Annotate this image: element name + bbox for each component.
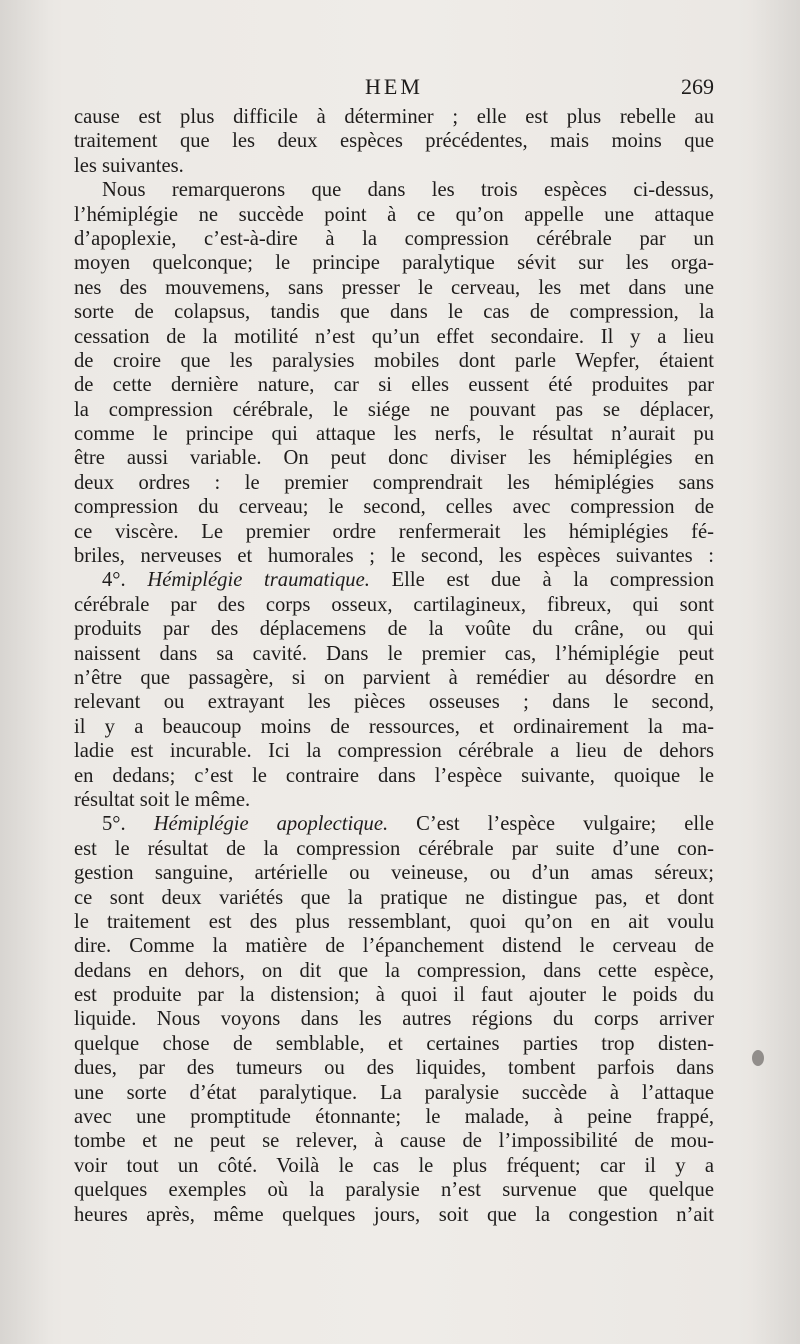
section-5-text: C’est l’espèce vulgaire; elle xyxy=(416,813,714,836)
text-line: en dedans; c’est le contraire dans l’espèce suivante, quoique le xyxy=(74,764,714,787)
text-line: cause est plus difficile à déterminer ; elle est plus rebelle au xyxy=(74,106,714,128)
text-line: heures après, même quelques jours, soit que la congestion n’ait xyxy=(74,1203,714,1226)
text-line: cessation de la motilité n’est qu’un effet secondaire. Il y a lieu xyxy=(74,325,714,348)
text-line: tombe et ne peut se relever, à cause de l’impossibilité de mou- xyxy=(74,1130,714,1153)
text-line: ce sont deux variétés que la pratique ne distingue pas, et dont xyxy=(74,886,714,909)
section-4-title: Hémiplégie traumatique. xyxy=(147,569,370,592)
text-line: quelques exemples où la paralysie n’est survenue que quelque xyxy=(74,1179,714,1202)
text-line: dire. Comme la matière de l’épanchement distend le cerveau de xyxy=(74,935,714,958)
text-line: de cette dernière nature, car si elles eussent été produites par xyxy=(74,374,714,397)
text-line: dedans en dehors, on dit que la compression, dans cette espèce, xyxy=(74,959,714,982)
text-line: n’être que passagère, si on parvient à remédier au désordre en xyxy=(74,666,714,689)
text-line: produits par des déplacemens de la voûte du crâne, ou qui xyxy=(74,618,714,641)
text-line: deux ordres : le premier comprendrait les hémiplégies sans xyxy=(74,471,714,494)
text-line: traitement que les deux espèces précédentes, mais moins que xyxy=(74,130,714,153)
text-line: est produite par la distension; à quoi il faut ajouter le poids du xyxy=(74,984,714,1007)
text-line: il y a beaucoup moins de ressources, et ordinairement la ma- xyxy=(74,715,714,738)
text-line: gestion sanguine, artérielle ou veineuse, ou d’un amas séreux; xyxy=(74,862,714,885)
body-text xyxy=(74,105,714,1227)
text-line: naissent dans sa cavité. Dans le premier cas, l’hémiplégie peut xyxy=(74,642,714,665)
text-line: le traitement est des plus ressemblant, quoi qu’on en ait voulu xyxy=(74,910,714,933)
text-line: la compression cérébrale, le siége ne pouvant pas se déplacer, xyxy=(74,398,714,421)
text-line: avec une promptitude étonnante; le malade, à peine frappé, xyxy=(74,1106,714,1129)
text-line: moyen quelconque; le principe paralytique sévit sur les orga- xyxy=(74,252,714,275)
text-line: ladie est incurable. Ici la compression cérébrale a lieu de dehors xyxy=(74,740,714,763)
section-5-title: Hémiplégie apoplectique. xyxy=(153,813,389,836)
section-4-text: Elle est due à la compression xyxy=(391,569,715,592)
page-edge-shadow-right xyxy=(750,0,800,1344)
page-edge-shadow-left xyxy=(0,0,50,1344)
section-4-line xyxy=(74,568,714,592)
text-line: Nous remarquerons que dans les trois espèces ci-dessus, xyxy=(102,179,714,202)
section-5-number: 5°. xyxy=(102,813,126,836)
text-line: cérébrale par des corps osseux, cartilagineux, fibreux, qui sont xyxy=(74,593,714,616)
text-line: liquide. Nous voyons dans les autres régions du corps arriver xyxy=(74,1008,714,1031)
text-line: voir tout un côté. Voilà le cas le plus fréquent; car il y a xyxy=(74,1154,714,1177)
running-head: HEM xyxy=(365,74,423,99)
page-header xyxy=(74,74,714,104)
text-line: quelque chose de semblable, et certaines parties trop disten- xyxy=(74,1032,714,1055)
text-line: briles, nerveuses et humorales ; le second, les espèces suivantes : xyxy=(74,545,714,568)
text-line: nes des mouvemens, sans presser le cerveau, les met dans une xyxy=(74,276,714,299)
text-line: comme le principe qui attaque les nerfs, le résultat n’aurait pu xyxy=(74,423,714,446)
page-number: 269 xyxy=(681,74,714,99)
text-line: sorte de colapsus, tandis que dans le cas de compression, la xyxy=(74,301,714,324)
text-line: relevant ou extrayant les pièces osseuses ; dans le second, xyxy=(74,691,714,714)
section-4-number: 4°. xyxy=(102,569,126,592)
text-line: compression du cerveau; le second, celles avec compression de xyxy=(74,496,714,519)
text-line: être aussi variable. On peut donc diviser les hémiplégies en xyxy=(74,447,714,470)
text-line: l’hémiplégie ne succède point à ce qu’on appelle une attaque xyxy=(74,203,714,226)
text-line: de croire que les paralysies mobiles dont parle Wepfer, étaient xyxy=(74,349,714,372)
text-line: est le résultat de la compression cérébrale par suite d’une con- xyxy=(74,837,714,860)
text-line: résultat soit le même. xyxy=(74,788,251,811)
text-line: d’apoplexie, c’est-à-dire à la compression cérébrale par un xyxy=(74,227,714,250)
text-line: une sorte d’état paralytique. La paralysie succède à l’attaque xyxy=(74,1081,714,1104)
ink-smudge xyxy=(752,1050,764,1066)
text-line: dues, par des tumeurs ou des liquides, tombent parfois dans xyxy=(74,1057,714,1080)
text-line: les suivantes. xyxy=(74,154,184,177)
text-line: ce viscère. Le premier ordre renfermerait les hémiplégies fé- xyxy=(74,520,714,543)
section-5-line xyxy=(74,812,714,836)
